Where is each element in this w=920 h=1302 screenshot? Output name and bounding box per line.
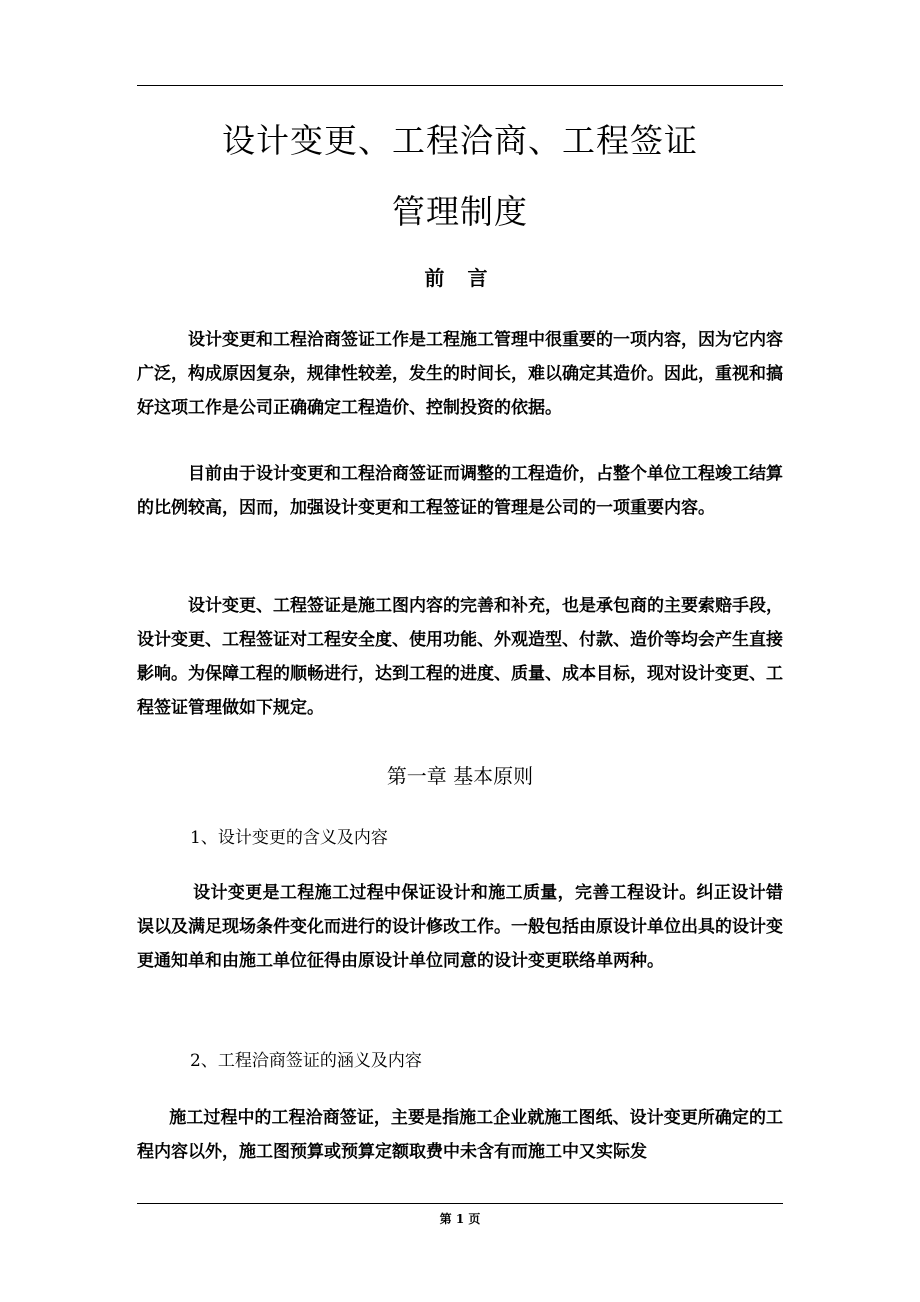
document-title-line2: 管理制度 (392, 192, 528, 231)
section1-paragraph: 设计变更是工程施工过程中保证设计和施工质量，完善工程设计。纠正设计错误以及满足现场条件变化而进行的设计修改工作。一般包括由原设计单位出具的设计变更通知单和由施工单位征得由原设计单位同意的设计变更联络单两种。 (137, 883, 783, 971)
section2-paragraph: 施工过程中的工程洽商签证，主要是指施工企业就施工图纸、设计变更所确定的工程内容以外，施工图预算或预算定额取费中未含有而施工中又实际发 (137, 1108, 783, 1162)
header-rule (137, 85, 783, 86)
document-title-line1: 设计变更、工程洽商、工程签证 (222, 121, 698, 160)
preface-paragraph-3: 设计变更、工程签证是施工图内容的完善和补充，也是承包商的主要索赔手段，设计变更、工程签证对工程安全度、使用功能、外观造型、付款、造价等均会产生直接影响。为保障工程的顺畅进行，达到工程的进度、质量、成本目标，现对设计变更、工程签证管理做如下规定。 (137, 596, 783, 718)
footer-rule (137, 1203, 783, 1204)
section-heading-1: 1、设计变更的含义及内容 (190, 828, 388, 848)
chapter-heading: 第一章 基本原则 (386, 764, 534, 788)
section-heading-2: 2、工程洽商签证的涵义及内容 (190, 1051, 422, 1071)
preface-heading: 前 言 (424, 266, 496, 290)
preface-paragraph-1: 设计变更和工程洽商签证工作是工程施工管理中很重要的一项内容，因为它内容广泛，构成原因复杂，规律性较差，发生的时间长，难以确定其造价。因此，重视和搞好这项工作是公司正确确定工程造价、控制投资的依据。 (137, 330, 783, 418)
preface-paragraph-2: 目前由于设计变更和工程洽商签证而调整的工程造价，占整个单位工程竣工结算的比例较高，因而，加强设计变更和工程签证的管理是公司的一项重要内容。 (137, 464, 783, 518)
page-number: 第 1 页 (439, 1212, 481, 1226)
